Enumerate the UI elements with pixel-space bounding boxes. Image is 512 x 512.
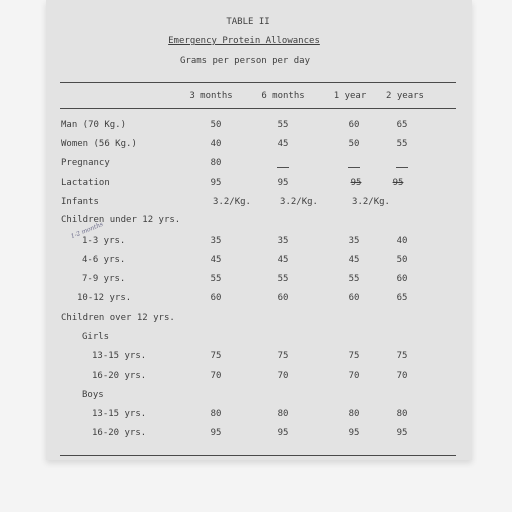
cell: 45 [348, 255, 360, 265]
cell: 70 [277, 371, 289, 381]
cell: 95 [210, 428, 222, 438]
cell: 40 [210, 139, 222, 149]
cell: 35 [210, 236, 222, 246]
cell: 35 [277, 236, 289, 246]
cell: 55 [210, 274, 222, 284]
cell: 45 [277, 255, 289, 265]
cell: 60 [210, 293, 222, 303]
table-label: TABLE II [226, 17, 270, 27]
cell: 3.2/Kg. [352, 197, 390, 207]
cell: 45 [210, 255, 222, 265]
row-label-girls-16-20: 16-20 yrs. [92, 371, 147, 381]
table-title: Emergency Protein Allowances [168, 36, 320, 46]
cell: 95 [277, 178, 289, 188]
cell: 75 [210, 351, 222, 361]
subsection-boys: Boys [82, 390, 104, 400]
cell: 60 [277, 293, 289, 303]
cell: 80 [348, 409, 360, 419]
cell: 50 [348, 139, 360, 149]
cell: 95 [277, 428, 289, 438]
cell-struck: 95 [350, 178, 362, 188]
table-bottom-rule [60, 455, 456, 456]
row-label-lactation: Lactation [61, 178, 110, 188]
col-header-3-months: 3 months [189, 91, 233, 101]
cell: 80 [210, 409, 222, 419]
cell: 75 [396, 351, 408, 361]
row-label-women: Women (56 Kg.) [61, 139, 137, 149]
cell: 95 [396, 428, 408, 438]
cell: 65 [396, 120, 408, 130]
row-label-boys-16-20: 16-20 yrs. [92, 428, 147, 438]
cell-struck: 95 [392, 178, 404, 188]
table-subtitle: Grams per person per day [179, 56, 311, 66]
cell: 95 [210, 178, 222, 188]
dash-mark [277, 167, 289, 168]
row-label-infants: Infants [61, 197, 99, 207]
cell: 95 [348, 428, 360, 438]
cell: 55 [396, 139, 408, 149]
dash-mark [396, 167, 408, 168]
cell: 35 [348, 236, 360, 246]
cell: 70 [348, 371, 360, 381]
cell: 70 [396, 371, 408, 381]
cell: 60 [348, 120, 360, 130]
handwritten-note: 1-2 months [69, 220, 105, 241]
cell: 65 [396, 293, 408, 303]
col-header-6-months: 6 months [261, 91, 305, 101]
cell: 55 [277, 120, 289, 130]
cell: 80 [396, 409, 408, 419]
col-header-2-years: 2 years [386, 91, 424, 101]
cell: 50 [210, 120, 222, 130]
dash-mark [348, 167, 360, 168]
cell: 80 [210, 158, 222, 168]
cell: 75 [348, 351, 360, 361]
section-children-over-12: Children over 12 yrs. [61, 313, 175, 323]
cell: 55 [348, 274, 360, 284]
section-children-under-12: Children under 12 yrs. [61, 215, 181, 225]
cell: 70 [210, 371, 222, 381]
row-label-7-9: 7-9 yrs. [82, 274, 126, 284]
cell: 80 [277, 409, 289, 419]
header-rule-top [60, 82, 456, 83]
cell: 40 [396, 236, 408, 246]
row-label-pregnancy: Pregnancy [61, 158, 110, 168]
cell: 60 [348, 293, 360, 303]
row-label-boys-13-15: 13-15 yrs. [92, 409, 147, 419]
cell: 50 [396, 255, 408, 265]
cell: 45 [277, 139, 289, 149]
col-header-1-year: 1 year [333, 91, 367, 101]
subsection-girls: Girls [82, 332, 110, 342]
cell: 3.2/Kg. [280, 197, 318, 207]
cell: 55 [277, 274, 289, 284]
row-label-1-3: 1-3 yrs. [82, 236, 126, 246]
row-label-10-12: 10-12 yrs. [77, 293, 132, 303]
cell: 75 [277, 351, 289, 361]
cell: 3.2/Kg. [213, 197, 251, 207]
row-label-4-6: 4-6 yrs. [82, 255, 126, 265]
row-label-girls-13-15: 13-15 yrs. [92, 351, 147, 361]
header-rule-bottom [60, 108, 456, 109]
cell: 60 [396, 274, 408, 284]
row-label-man: Man (70 Kg.) [61, 120, 127, 130]
